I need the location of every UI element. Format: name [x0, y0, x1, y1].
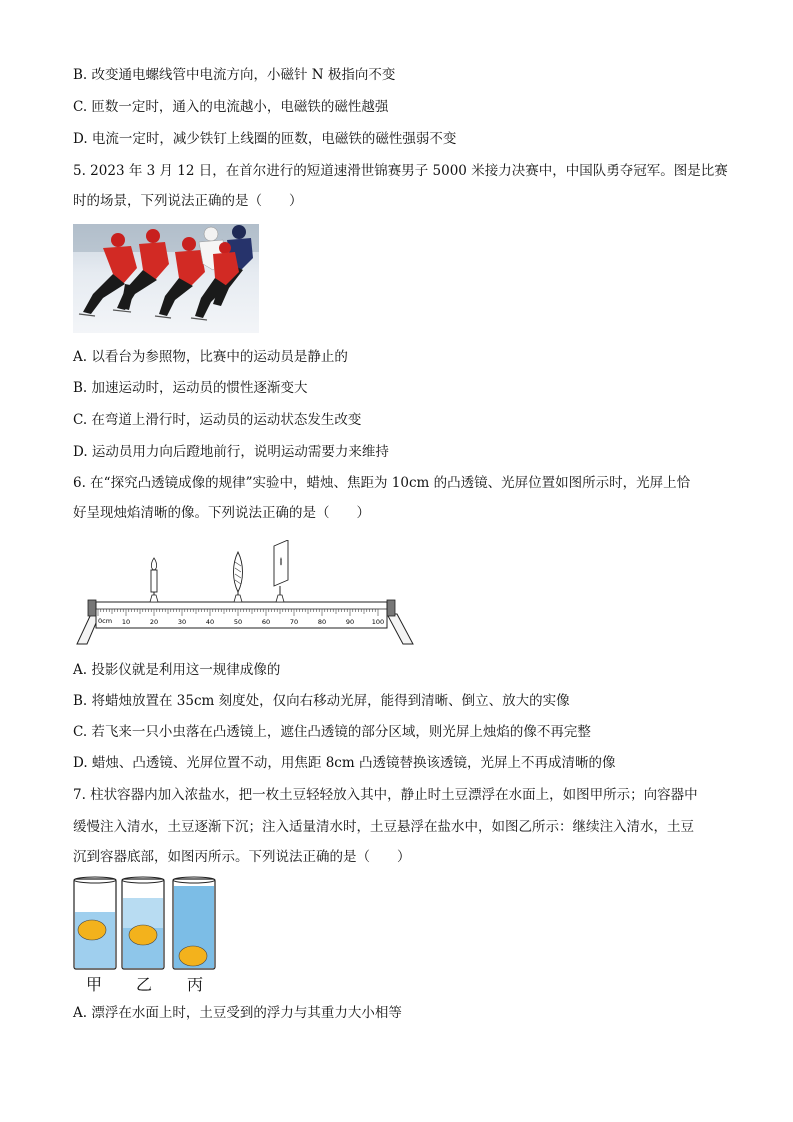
q5-option-a: A. 以看台为参照物，比赛中的运动员是静止的: [73, 349, 348, 365]
candle: [150, 558, 158, 602]
ruler-tick-label: 10: [121, 618, 131, 626]
ruler-tick-label: 80: [317, 618, 327, 626]
figure-label-yi: 乙: [136, 975, 153, 994]
q6-stem-line2: 好呈现烛焰清晰的像。下列说法正确的是（ ）: [73, 505, 370, 521]
q7-stem-line3: 沉到容器底部，如图丙所示。下列说法正确的是（ ）: [73, 849, 411, 865]
ruler-tick-label: 90: [345, 618, 355, 626]
ruler-tick-label: 30: [177, 618, 187, 626]
q6-option-b: B. 将蜡烛放置在 35cm 刻度处，仅向右移动光屏，能得到清晰、倒立、放大的实像: [73, 693, 570, 709]
q7-stem-line1: 7. 柱状容器内加入浓盐水，把一枚土豆轻轻放入其中，静止时土豆漂浮在水面上，如图甲所示；向容器中: [73, 787, 698, 803]
q7-option-a: A. 漂浮在水面上时，土豆受到的浮力与其重力大小相等: [73, 1005, 402, 1021]
convex-lens: [234, 552, 243, 602]
cylinder-yi: [122, 877, 164, 969]
cylinder-jia: [74, 877, 116, 969]
ruler-tick-label: 70: [289, 618, 299, 626]
q5-option-d: D. 运动员用力向后蹬地前行，说明运动需要力来维持: [73, 444, 389, 460]
q4-option-d: D. 电流一定时，减少铁钉上线圈的匝数，电磁铁的磁性强弱不变: [73, 131, 457, 147]
ruler-tick-label: 20: [149, 618, 159, 626]
q5-stem-line2: 时的场景，下列说法正确的是（ ）: [73, 193, 303, 209]
ruler-tick-label: 60: [261, 618, 271, 626]
cylinder-bing: [173, 877, 215, 969]
potato-cylinders-figure: [73, 876, 223, 972]
ruler-unit-label: 0cm: [98, 617, 113, 625]
q4-option-b: B. 改变通电螺线管中电流方向，小磁针 N 极指向不变: [73, 67, 396, 83]
skating-photo: [73, 224, 259, 333]
optical-bench-figure: [73, 540, 418, 650]
q6-option-c: C. 若飞来一只小虫落在凸透镜上，遮住凸透镜的部分区域，则光屏上烛焰的像不再完整: [73, 724, 591, 740]
figure-label-jia: 甲: [86, 975, 103, 994]
ruler-tick-label: 40: [205, 618, 215, 626]
ruler-tick-label: 100: [371, 618, 385, 626]
q6-option-d: D. 蜡烛、凸透镜、光屏位置不动，用焦距 8cm 凸透镜替换该透镜，光屏上不再成清晰的像: [73, 755, 616, 771]
q5-option-c: C. 在弯道上滑行时，运动员的运动状态发生改变: [73, 412, 362, 428]
q7-stem-line2: 缓慢注入清水，土豆逐渐下沉；注入适量清水时，土豆悬浮在盐水中，如图乙所示：继续注入清水，土豆: [73, 819, 694, 835]
q5-option-b: B. 加速运动时，运动员的惯性逐渐变大: [73, 380, 308, 396]
ruler-tick-label: 50: [233, 618, 243, 626]
figure-label-bing: 丙: [187, 975, 204, 994]
light-screen: [274, 540, 288, 602]
q6-stem-line1: 6. 在“探究凸透镜成像的规律”实验中，蜡烛、焦距为 10cm 的凸透镜、光屏位置如图所示时，光屏上恰: [73, 475, 691, 491]
q4-option-c: C. 匝数一定时，通入的电流越小，电磁铁的磁性越强: [73, 99, 389, 115]
q6-option-a: A. 投影仪就是利用这一规律成像的: [73, 662, 281, 678]
q5-stem-line1: 5. 2023 年 3 月 12 日，在首尔进行的短道速滑世锦赛男子 5000 米接力决赛中，中国队勇夺冠军。图是比赛: [73, 163, 728, 179]
